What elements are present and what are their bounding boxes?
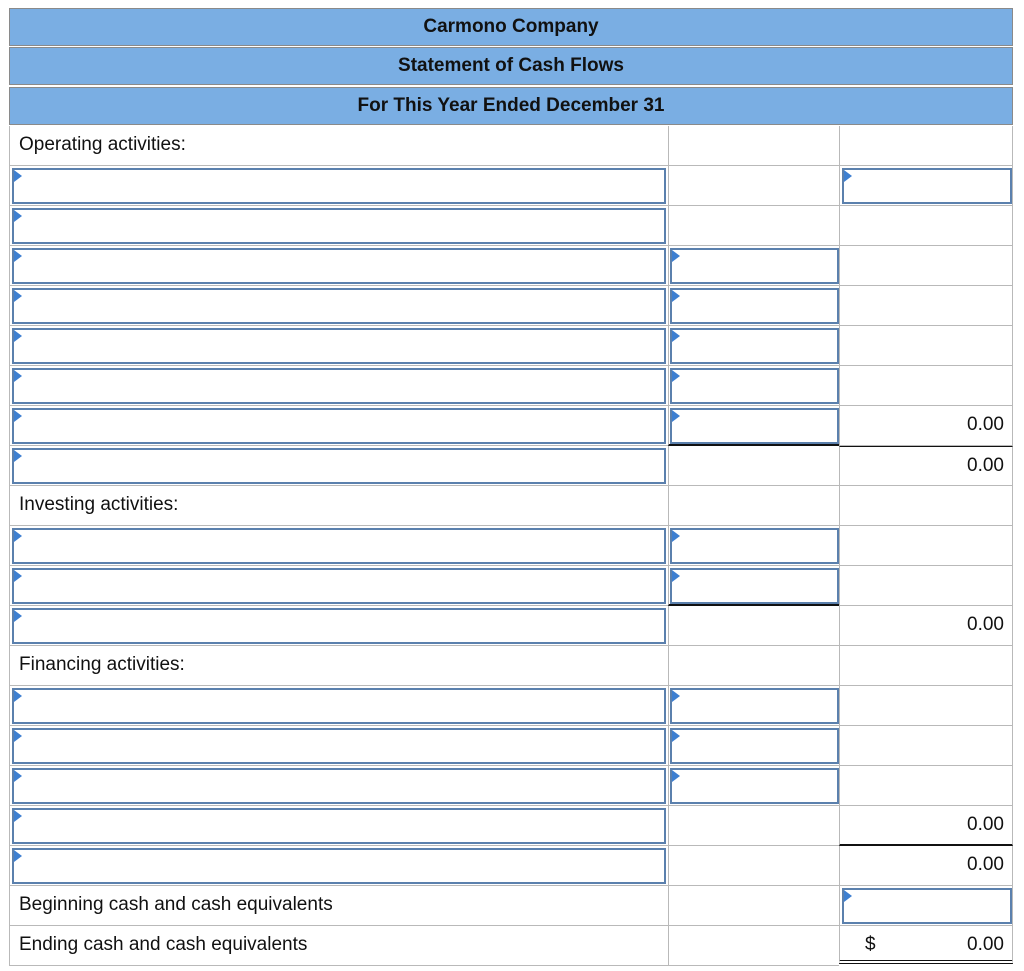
net-operating-value: 0.00	[967, 455, 1004, 476]
adjustment-description-input[interactable]	[12, 408, 666, 444]
dropdown-flag-icon	[14, 730, 22, 742]
dropdown-flag-icon	[672, 530, 680, 542]
beginning-cash-input[interactable]	[842, 888, 1012, 924]
ending-cash-label: Ending cash and cash equivalents	[19, 934, 308, 955]
operating-activities-label: Operating activities:	[19, 134, 186, 155]
dropdown-flag-icon	[14, 290, 22, 302]
adjustment-description-input[interactable]	[12, 288, 666, 324]
ending-cash-value: 0.00	[967, 934, 1004, 955]
financing-description-input[interactable]	[12, 728, 666, 764]
net-change-value: 0.00	[967, 854, 1004, 875]
financing-row	[9, 726, 1013, 766]
operating-header-row	[9, 126, 1013, 166]
dropdown-flag-icon	[14, 170, 22, 182]
operating-adjustments-total: 0.00	[967, 414, 1004, 435]
dropdown-flag-icon	[14, 610, 22, 622]
dropdown-flag-icon	[14, 450, 22, 462]
dropdown-flag-icon	[672, 370, 680, 382]
net-investing-description-input[interactable]	[12, 608, 666, 644]
dropdown-flag-icon	[672, 770, 680, 782]
net-change-row	[9, 846, 1013, 886]
net-financing-value: 0.00	[967, 814, 1004, 835]
financing-activities-label: Financing activities:	[19, 654, 185, 675]
financing-amount-input[interactable]	[670, 768, 839, 804]
operating-adjustment-row	[9, 286, 1013, 326]
dropdown-flag-icon	[14, 690, 22, 702]
ending-cash-row	[9, 926, 1013, 966]
dropdown-flag-icon	[844, 890, 852, 902]
adjustment-amount-input[interactable]	[670, 368, 839, 404]
adjustment-description-input[interactable]	[12, 328, 666, 364]
dropdown-flag-icon	[672, 410, 680, 422]
operating-amount-input[interactable]	[842, 168, 1012, 204]
dropdown-flag-icon	[14, 850, 22, 862]
investing-description-input[interactable]	[12, 528, 666, 564]
net-change-description-input[interactable]	[12, 848, 666, 884]
dropdown-flag-icon	[14, 570, 22, 582]
dropdown-flag-icon	[14, 330, 22, 342]
dropdown-flag-icon	[844, 170, 852, 182]
dropdown-flag-icon	[672, 290, 680, 302]
dropdown-flag-icon	[14, 530, 22, 542]
adjustment-amount-input[interactable]	[670, 288, 839, 324]
investing-amount-input[interactable]	[670, 568, 839, 604]
dropdown-flag-icon	[672, 250, 680, 262]
net-investing-value: 0.00	[967, 614, 1004, 635]
investing-row	[9, 566, 1013, 606]
operating-row	[9, 166, 1013, 206]
financing-amount-input[interactable]	[670, 688, 839, 724]
financing-amount-input[interactable]	[670, 728, 839, 764]
beginning-cash-label: Beginning cash and cash equivalents	[19, 894, 333, 915]
adjustment-amount-input[interactable]	[670, 328, 839, 364]
investing-description-input[interactable]	[12, 568, 666, 604]
net-financing-row	[9, 806, 1013, 846]
dropdown-flag-icon	[14, 370, 22, 382]
net-investing-row	[9, 606, 1013, 646]
financing-header-row	[9, 646, 1013, 686]
dropdown-flag-icon	[14, 810, 22, 822]
dropdown-flag-icon	[14, 770, 22, 782]
investing-activities-label: Investing activities:	[19, 494, 179, 515]
operating-row	[9, 206, 1013, 246]
operating-description-input[interactable]	[12, 168, 666, 204]
company-name: Carmono Company	[9, 8, 1013, 46]
currency-symbol: $	[865, 934, 876, 955]
operating-adjustment-row	[9, 406, 1013, 446]
net-financing-description-input[interactable]	[12, 808, 666, 844]
dropdown-flag-icon	[14, 210, 22, 222]
financing-description-input[interactable]	[12, 688, 666, 724]
net-operating-description-input[interactable]	[12, 448, 666, 484]
operating-adjustment-row	[9, 326, 1013, 366]
investing-amount-input[interactable]	[670, 528, 839, 564]
investing-row	[9, 526, 1013, 566]
dropdown-flag-icon	[672, 570, 680, 582]
adjustment-description-input[interactable]	[12, 248, 666, 284]
operating-adjustment-row	[9, 366, 1013, 406]
statement-title: Statement of Cash Flows	[9, 47, 1013, 85]
dropdown-flag-icon	[14, 250, 22, 262]
financing-row	[9, 686, 1013, 726]
investing-header-row	[9, 486, 1013, 526]
statement-period: For This Year Ended December 31	[9, 87, 1013, 125]
dropdown-flag-icon	[672, 730, 680, 742]
net-operating-row	[9, 446, 1013, 486]
financing-description-input[interactable]	[12, 768, 666, 804]
financing-row	[9, 766, 1013, 806]
dropdown-flag-icon	[672, 330, 680, 342]
adjustment-description-input[interactable]	[12, 368, 666, 404]
adjustment-amount-input[interactable]	[670, 248, 839, 284]
dropdown-flag-icon	[672, 690, 680, 702]
operating-adjustment-row	[9, 246, 1013, 286]
operating-description-input[interactable]	[12, 208, 666, 244]
dropdown-flag-icon	[14, 410, 22, 422]
beginning-cash-row	[9, 886, 1013, 926]
adjustment-amount-input[interactable]	[670, 408, 839, 444]
